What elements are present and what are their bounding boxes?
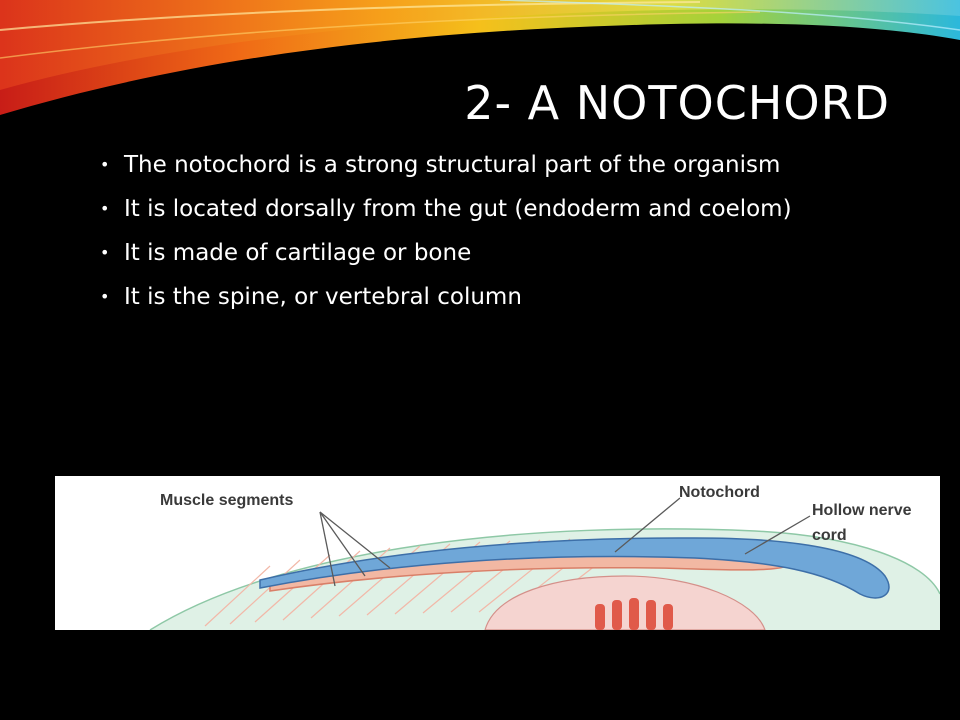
bullet-icon: • [100,287,110,306]
bullet-item [100,194,840,224]
bullet-text: The notochord is a strong structural part of the organism [124,152,781,178]
notochord-label: Notochord [679,484,760,501]
bullet-text: It is the spine, or vertebral column [124,284,522,310]
slide-title: 2- A NOTOCHORD [464,76,890,130]
hollow-nerve-cord-label-line1: Hollow nerve [812,502,912,519]
chordate-anatomy-diagram [55,476,940,630]
bullet-item [100,150,840,180]
bullet-text: It is made of cartilage or bone [124,240,472,266]
bullet-list [100,150,840,326]
bullet-item [100,238,840,268]
bullet-icon: • [100,243,110,262]
bullet-icon: • [100,155,110,174]
bullet-text: It is located dorsally from the gut (endoderm and coelom) [124,196,792,222]
hollow-nerve-cord-label-line2: cord [812,527,847,544]
muscle-segments-label: Muscle segments [160,492,294,509]
bullet-item [100,282,840,312]
bullet-icon: • [100,199,110,218]
